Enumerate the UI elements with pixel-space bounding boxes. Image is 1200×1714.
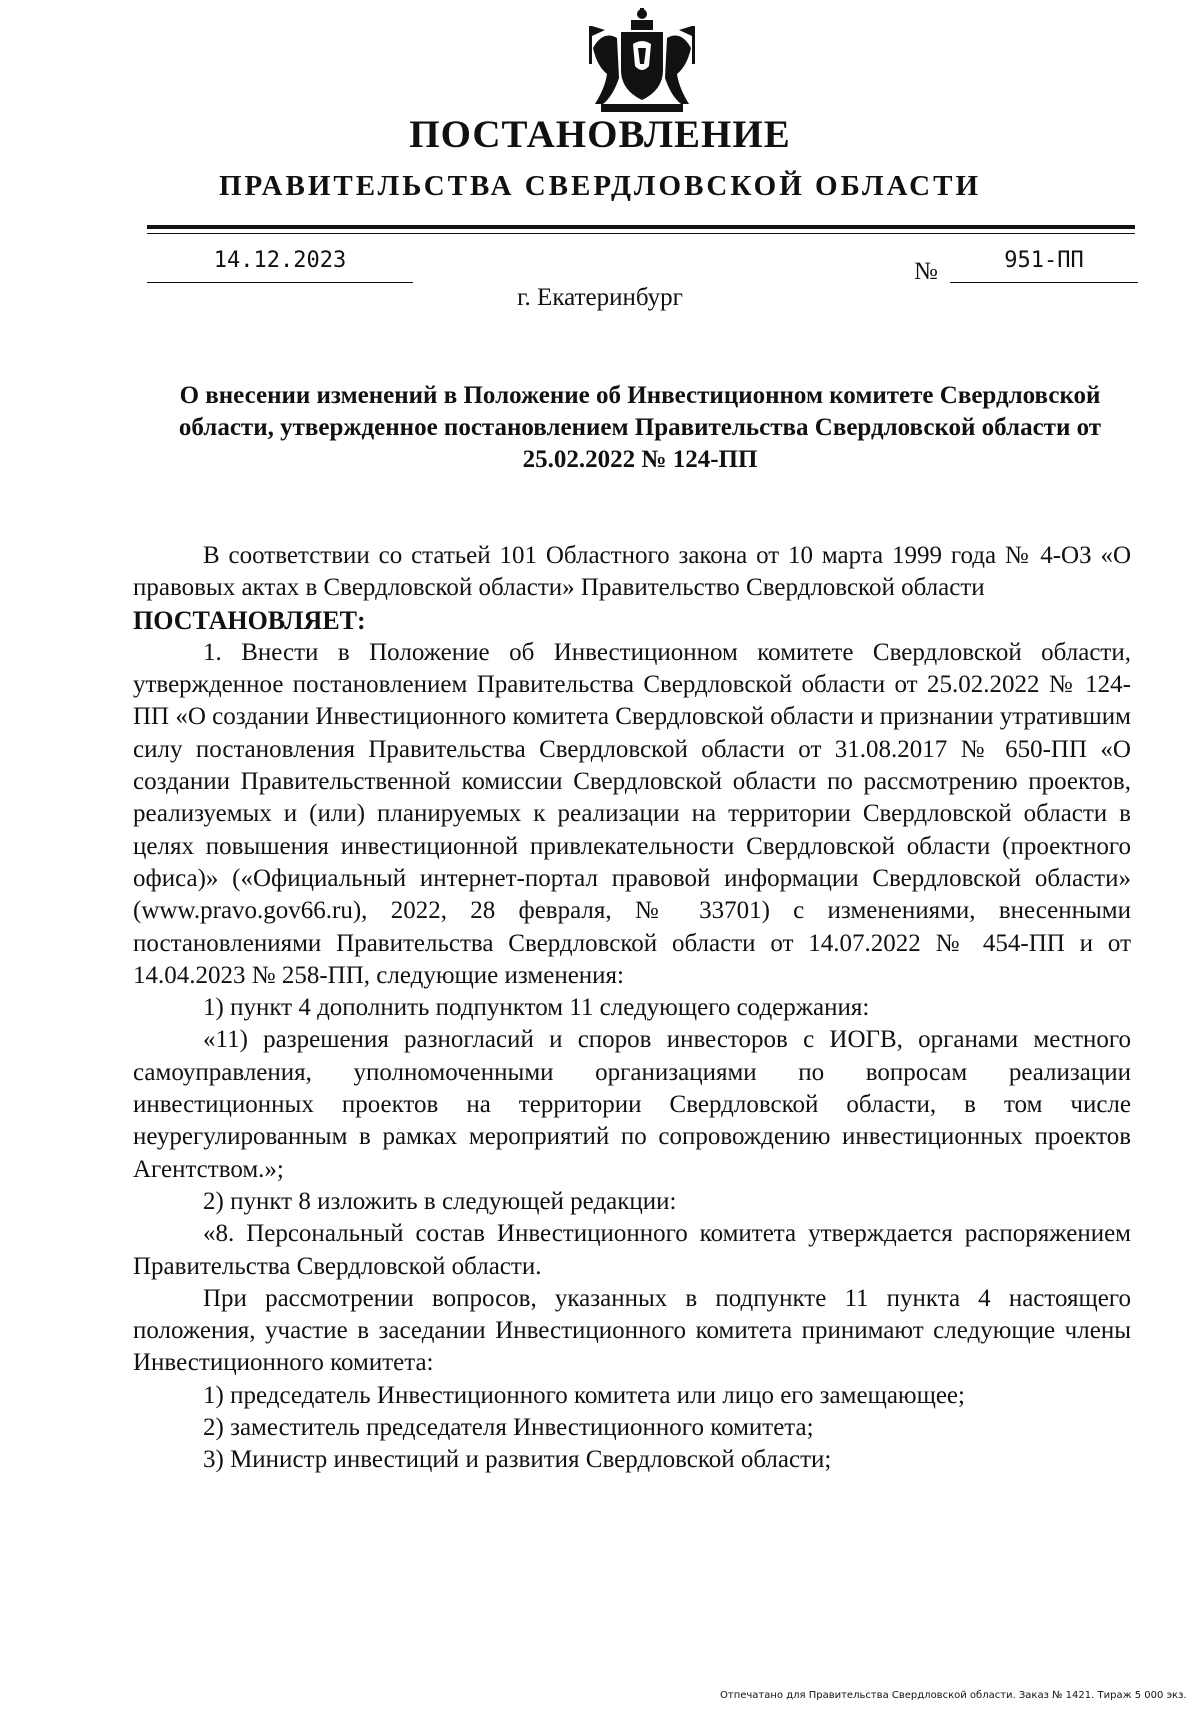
header-divider-thin [147,233,1135,234]
paragraph-7: 1) председатель Инвестиционного комитета или лицо его замещающее; [203,1381,965,1409]
document-heading: О внесении изменений в Положение об Инвестиционном комитете Свердловской области, утвержденное постановлением Правительства Свердловской области от 25.02.2022 № 124-ПП [178,382,1102,473]
issue-city: г. Екатеринбург [517,284,683,311]
document-subtitle: ПРАВИТЕЛЬСТВА СВЕРДЛОВСКОЙ ОБЛАСТИ [218,170,982,202]
paragraph-1: 1. Внести в Положение об Инвестиционном комитете Свердловской области, утвержденное постановлением Правительства Свердловской области от 25.02.2022 № 124-ПП «О создании Инвестиционного комитета Свердловской области и признании утратившим силу постановления Правительства Свердловской области от 31.08.2017 № 650-ПП «О создании Правительственной комиссии Свердловской области по рассмотрению проектов, реализуемых и (или) планируемых к реализации на территории Свердловской области в целях повышения инвестиционной привлекательности Свердловской области (проектного офиса)» («Официальный интернет-портал правовой информации Свердловской области» (www.pravo.gov66.ru), 2022, 28 февраля, № 33701) с изменениями, внесенными постановлениями Правительства Свердловской области от 14.07.2022 № 454-ПП и от 14.04.2023 № 258-ПП, следующие изменения: [133,638,1131,989]
document-body [133,540,1131,1477]
paragraph-9: 3) Министр инвестиций и развития Свердловской области; [203,1446,832,1474]
paragraph-8: 2) заместитель председателя Инвестиционного комитета; [203,1414,814,1442]
document-date: 14.12.2023 [147,244,413,283]
document-title: ПОСТАНОВЛЕНИЕ [409,113,791,156]
header-divider-thick [147,225,1135,229]
paragraph-2: 1) пункт 4 дополнить подпунктом 11 следующего содержания: [203,994,870,1022]
print-footer: Отпечатано для Правительства Свердловской области. Заказ № 1421. Тираж 5 000 экз. [720,1690,1187,1701]
decree-word: ПОСТАНОВЛЯЕТ: [133,605,366,635]
paragraph-3: «11) разрешения разногласий и споров инвесторов с ИОГВ, органами местного самоуправления, уполномоченными организациями по вопросам реализации инвестиционных проектов на территории Свердловской области, в том числе неурегулированным в рамках мероприятий по сопровождению инвестиционных проектов Агентством.»; [133,1026,1131,1183]
coat-of-arms-icon [583,8,701,118]
number-sign: № [914,258,938,285]
paragraph-6: При рассмотрении вопросов, указанных в подпункте 11 пункта 4 настоящего положения, участие в заседании Инвестиционного комитета принимают следующие члены Инвестиционного комитета: [133,1284,1131,1377]
intro-paragraph: В соответствии со статьей 101 Областного закона от 10 марта 1999 года № 4-ОЗ «О правовых актах в Свердловской области» Правительство Свердловской области [133,542,1131,602]
paragraph-4: 2) пункт 8 изложить в следующей редакции: [203,1187,677,1215]
document-number: 951-ПП [950,244,1138,283]
paragraph-5: «8. Персональный состав Инвестиционного комитета утверждается распоряжением Правительства Свердловской области. [133,1220,1131,1280]
